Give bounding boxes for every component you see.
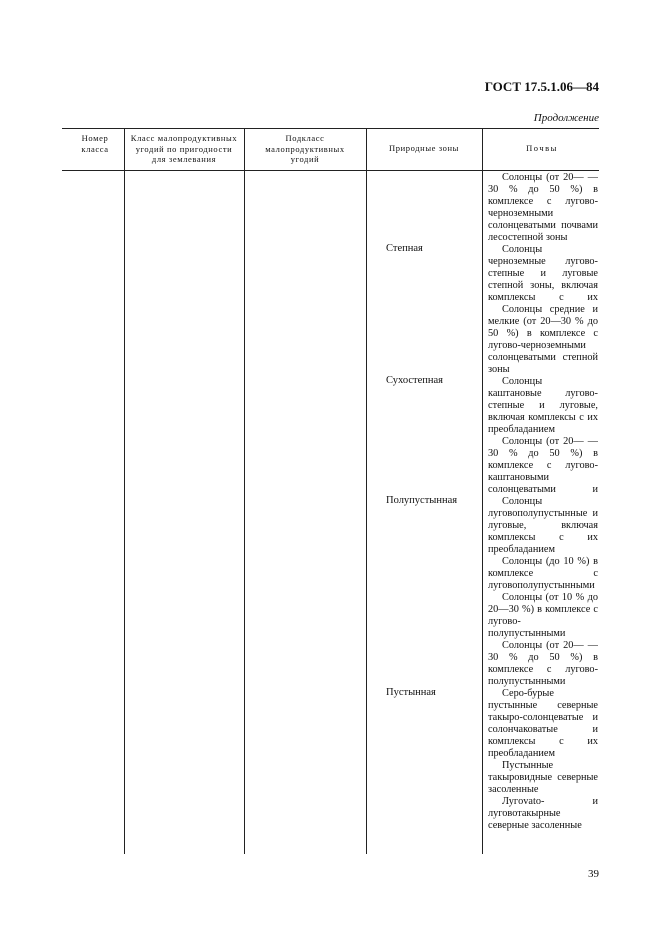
zone-semi-desert: Полупустынная: [386, 495, 458, 506]
continuation-label: Продолжение: [533, 112, 599, 124]
soil-entry: Солонцы каштановые лугово-степные и луговые, включая комплексы с их преобладанием: [488, 376, 598, 435]
column-divider: [124, 128, 125, 854]
header-class: Класс малопродуктивных угодий по пригодности для землевания: [130, 133, 238, 164]
header-zones: Природные зоны: [389, 143, 459, 153]
soil-entry: Солонцы (от 10 % до 20—30 %) в комплексе с лугово-полупустынными: [488, 592, 598, 639]
column-divider: [244, 128, 245, 854]
column-divider: [366, 128, 367, 854]
page-number: 39: [588, 868, 599, 880]
zone-steppe: Степная: [386, 243, 423, 254]
soil-entry: Солонцы (до 10 %) в комплексе с луговополупустынными: [488, 556, 598, 591]
column-divider: [482, 128, 483, 854]
table-header-border: [62, 170, 599, 171]
soil-entry: Солонцы луговополупустынные и луговые, включая комплексы с их преобладанием: [488, 496, 598, 555]
header-subclass: Подкласс малопродуктивных угодий: [265, 133, 345, 164]
soil-entry: Солонцы черноземные лугово-степные и луговые степной зоны, включая комплексы с их: [488, 244, 598, 303]
soils-column: [488, 172, 598, 832]
soil-entry: Солонцы (от 20— —30 % до 50 %) в комплексе с лугово-каштановыми солонцеватыми и: [488, 436, 598, 495]
table-top-border: [62, 128, 599, 129]
zone-desert: Пустынная: [386, 687, 436, 698]
header-class-number: Номер класса: [81, 133, 109, 154]
soil-entry: Солонцы (от 20— —30 % до 50 %) в комплексе с лугово-полупустынными: [488, 640, 598, 687]
soil-entry: Пустынные такыровидные северные засоленные: [488, 760, 598, 795]
soil-entry: Солонцы (от 20— —30 % до 50 %) в комплексе с лугово-черноземными солонцеватыми почвами лесостепной зоны: [488, 172, 598, 243]
document-code: ГОСТ 17.5.1.06—84: [484, 79, 599, 94]
soil-entry: Лугovato- и луговотакырные северные засоленные: [488, 796, 598, 831]
soil-entry: Солонцы средние и мелкие (от 20—30 % до 50 %) в комплексе с лугово-черноземными солонцеватыми степной зоны: [488, 304, 598, 375]
header-soils: Почвы: [526, 143, 558, 153]
soil-entry: Серо-бурые пустынные северные такыро-солонцеватые и солончаковатые и комплексы с их преобладанием: [488, 688, 598, 759]
zone-dry-steppe: Сухостепная: [386, 375, 443, 386]
